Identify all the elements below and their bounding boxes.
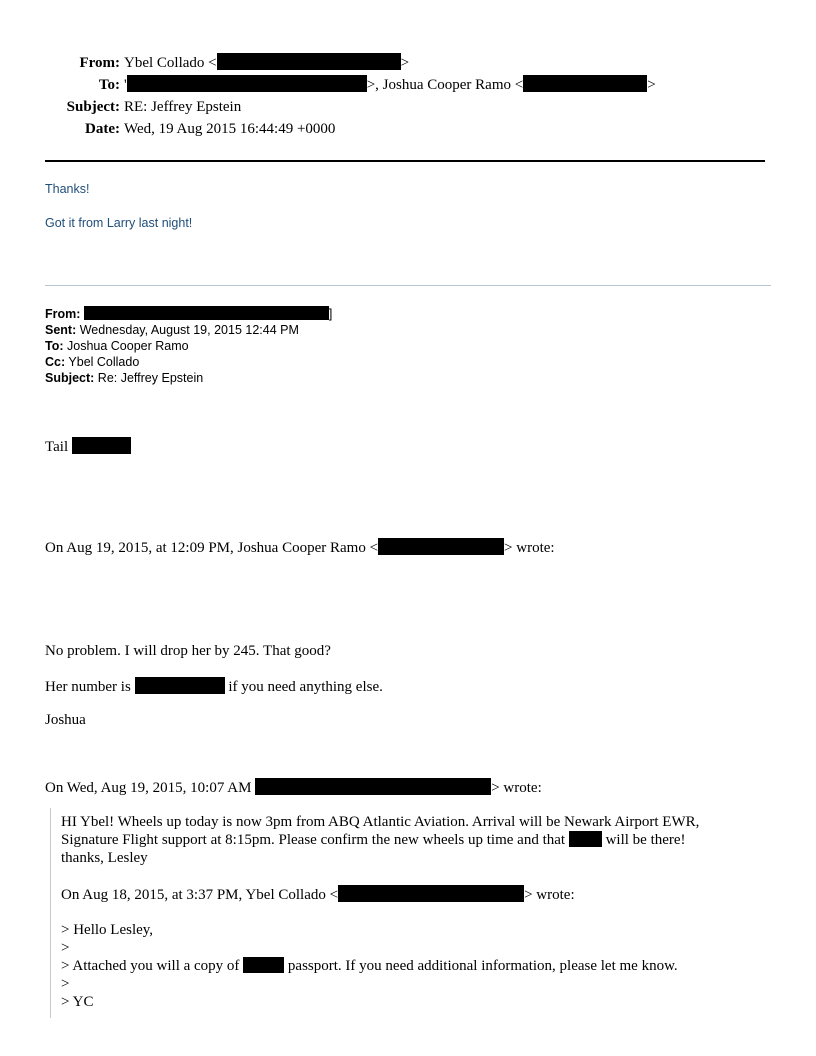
header-from-value: Ybel Collado < — [124, 55, 217, 71]
quote-bar — [50, 808, 51, 1018]
header-from-row — [0, 53, 409, 73]
quote-line-3: thanks, Lesley — [61, 850, 148, 866]
header-from-label: From: — [79, 55, 120, 71]
body-no-problem: No problem. I will drop her by 245. That good? — [45, 643, 331, 659]
header-date-value: Wed, 19 Aug 2015 16:44:49 +0000 — [124, 121, 336, 137]
quote-paragraph — [61, 813, 699, 867]
number-prefix: Her number is — [45, 679, 131, 695]
wrote3-suffix: > wrote: — [524, 887, 575, 903]
body-number-line — [45, 677, 383, 696]
fwd-sent-row — [45, 322, 299, 338]
body-tail-label: Tail — [45, 439, 69, 455]
header-to-row — [0, 75, 656, 95]
nested-quote-line-5: > YC — [61, 994, 94, 1010]
fwd-sent-label: Sent: — [45, 323, 77, 337]
header-subject-value: RE: Jeffrey Epstein — [124, 99, 242, 115]
nested-quote-line-3-prefix: > Attached you will a copy of — [61, 958, 240, 974]
quote-line-2-text: Signature Flight support at 8:15pm. Please confirm the new wheels up time and that — [61, 832, 566, 848]
header-from-close: > — [400, 55, 410, 71]
fwd-subject-value: Re: Jeffrey Epstein — [97, 371, 204, 385]
quote-line-2 — [61, 831, 699, 849]
quote-line-1: HI Ybel! Wheels up today is now 3pm from ABQ Atlantic Aviation. Arrival will be Newark Airport EWR, — [61, 814, 700, 830]
redaction-box — [217, 53, 401, 70]
redaction-box — [243, 957, 284, 973]
fwd-subject-label: Subject: — [45, 371, 95, 385]
nested-quote-line-3 — [61, 957, 678, 975]
fwd-subject-row — [45, 370, 203, 386]
header-to-close: > — [647, 77, 656, 93]
header-to-mid: >, Joshua Cooper Ramo < — [366, 77, 524, 93]
number-suffix: if you need anything else. — [228, 679, 383, 695]
redaction-box — [255, 778, 491, 795]
header-subject-label: Subject: — [66, 99, 120, 115]
redaction-box — [523, 75, 647, 92]
nested-quote-line-1: > Hello Lesley, — [61, 922, 154, 938]
quote-line-2-suffix: will be there! — [605, 832, 686, 848]
reply-line-thanks: Thanks! — [45, 182, 90, 196]
header-to-open: ' — [124, 77, 127, 93]
body-wrote-line-2 — [45, 778, 542, 797]
fwd-cc-row — [45, 354, 139, 370]
fwd-from-row — [45, 306, 332, 322]
redaction-box — [378, 538, 504, 555]
fwd-cc-label: Cc: — [45, 355, 66, 369]
wrote2-suffix: > wrote: — [491, 780, 542, 796]
quote-wrote-line — [61, 885, 575, 904]
fwd-cc-value: Ybel Collado — [68, 355, 140, 369]
body-signature: Joshua — [45, 712, 86, 728]
header-subject-row — [0, 97, 241, 117]
redaction-box — [127, 75, 367, 92]
header-divider — [45, 160, 765, 162]
header-to-label: To: — [98, 77, 120, 93]
header-date-row — [0, 119, 335, 139]
nested-quote-line-3-suffix: passport. If you need additional information, please let me know. — [287, 958, 678, 974]
wrote3-prefix: On Aug 18, 2015, at 3:37 PM, Ybel Collado < — [61, 887, 339, 903]
header-date-label: Date: — [85, 121, 120, 137]
wrote1-prefix: On Aug 19, 2015, at 12:09 PM, Joshua Cooper Ramo < — [45, 540, 379, 556]
redaction-box — [72, 437, 131, 454]
wrote2-prefix: On Wed, Aug 19, 2015, 10:07 AM — [45, 780, 252, 796]
fwd-to-label: To: — [45, 339, 64, 353]
reply-line-larry: Got it from Larry last night! — [45, 216, 193, 230]
body-tail-line — [45, 437, 131, 456]
body-wrote-line-1 — [45, 538, 555, 557]
nested-quote-line-2: > — [61, 940, 70, 956]
redaction-box — [338, 885, 524, 902]
reply-divider — [45, 285, 771, 286]
redaction-box — [84, 306, 329, 320]
fwd-to-row — [45, 338, 189, 354]
redaction-box — [569, 831, 602, 847]
wrote1-suffix: > wrote: — [504, 540, 555, 556]
fwd-to-value: Joshua Cooper Ramo — [67, 339, 189, 353]
nested-quote-line-4: > — [61, 976, 70, 992]
nested-quote — [61, 921, 678, 1011]
fwd-from-close: ] — [328, 307, 333, 321]
fwd-from-label: From: — [45, 307, 81, 321]
fwd-sent-value: Wednesday, August 19, 2015 12:44 PM — [79, 323, 299, 337]
redaction-box — [135, 677, 225, 694]
